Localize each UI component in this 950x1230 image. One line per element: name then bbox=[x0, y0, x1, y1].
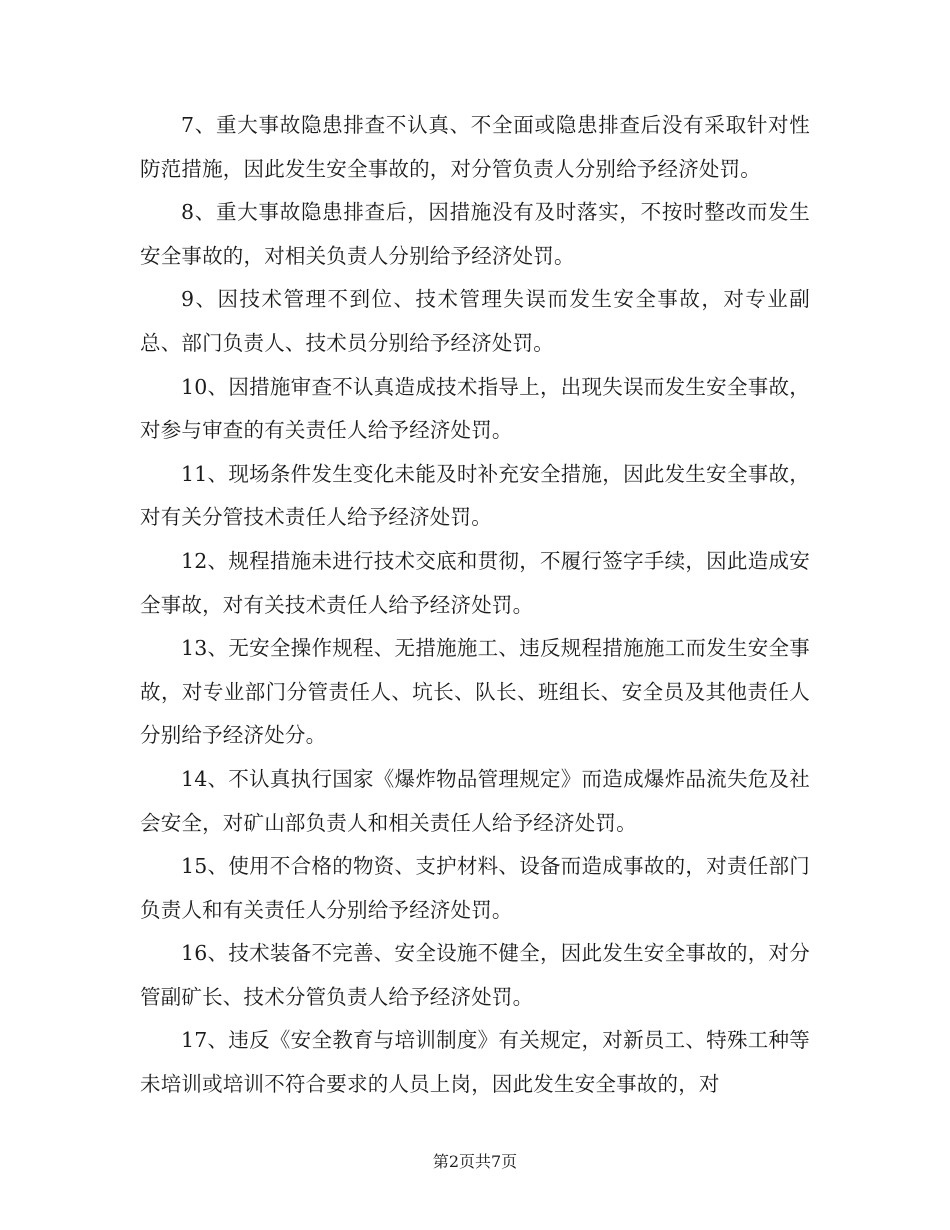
paragraph-9: 9、因技术管理不到位、技术管理失误而发生安全事故，对专业副总、部门负责人、技术员分别给予经济处罚。 bbox=[140, 287, 810, 355]
page-number: 第2页共7页 bbox=[432, 1152, 518, 1171]
paragraph-14: 14、不认真执行国家《爆炸物品管理规定》而造成爆炸品流失危及社会安全，对矿山部负责人和相关责任人给予经济处罚。 bbox=[140, 766, 810, 835]
paragraph-12: 12、规程措施未进行技术交底和贯彻，不履行签字手续，因此造成安全事故，对有关技术责任人给予经济处罚。 bbox=[140, 548, 810, 617]
paragraph-17: 17、违反《安全教育与培训制度》有关规定，对新员工、特殊工种等未培训或培训不符合要求的人员上岗，因此发生安全事故的，对 bbox=[140, 1028, 810, 1097]
paragraph-11: 11、现场条件发生变化未能及时补充安全措施，因此发生安全事故，对有关分管技术责任人给予经济处罚。 bbox=[140, 461, 810, 530]
document-body bbox=[140, 104, 810, 1107]
paragraph-13: 13、无安全操作规程、无措施施工、违反规程措施施工而发生安全事故，对专业部门分管责任人、坑长、队长、班组长、安全员及其他责任人分别给予经济处分。 bbox=[140, 636, 810, 748]
paragraph-7: 7、重大事故隐患排查不认真、不全面或隐患排查后没有采取针对性防范措施，因此发生安全事故的，对分管负责人分别给予经济处罚。 bbox=[140, 113, 810, 181]
paragraph-15: 15、使用不合格的物资、支护材料、设备而造成事故的，对责任部门负责人和有关责任人分别给予经济处罚。 bbox=[140, 854, 810, 922]
paragraph-10: 10、因措施审查不认真造成技术指导上，出现失误而发生安全事故，对参与审查的有关责任人给予经济处罚。 bbox=[140, 374, 810, 443]
paragraph-16: 16、技术装备不完善、安全设施不健全，因此发生安全事故的，对分管副矿长、技术分管负责人给予经济处罚。 bbox=[140, 941, 810, 1009]
paragraph-8: 8、重大事故隐患排查后，因措施没有及时落实，不按时整改而发生安全事故的，对相关负责人分别给予经济处罚。 bbox=[140, 200, 810, 268]
